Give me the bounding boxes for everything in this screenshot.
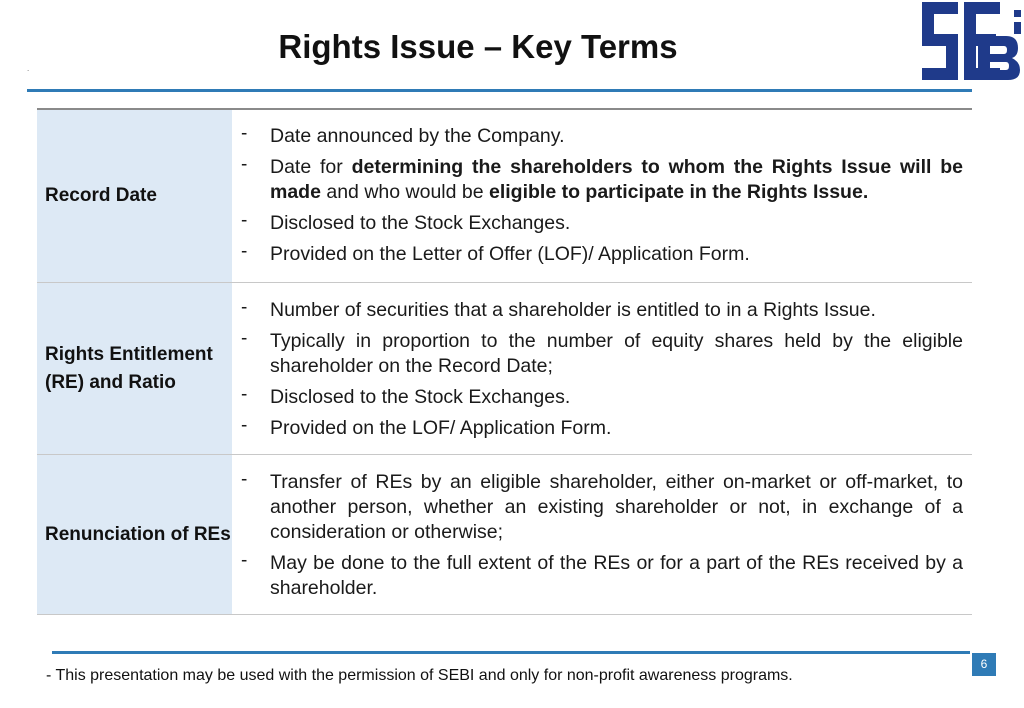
- description-cell: [232, 455, 972, 614]
- bullet-list: [232, 470, 963, 601]
- header-rule: [27, 89, 972, 92]
- list-item: [232, 329, 963, 379]
- list-item: [232, 298, 963, 323]
- term-label: Renunciation of REs: [45, 523, 231, 545]
- text: Date for: [270, 156, 352, 178]
- table-row: [37, 110, 972, 283]
- description-cell: [232, 283, 972, 454]
- page-title: Rights Issue – Key Terms: [278, 28, 678, 65]
- term-cell: [37, 110, 232, 282]
- footer-rule: [52, 651, 970, 654]
- sebi-logo: [918, 0, 1022, 84]
- page-number-badge: 6: [972, 653, 996, 676]
- table-row: [37, 283, 972, 455]
- bullet-list: [232, 298, 963, 441]
- table-row: [37, 455, 972, 615]
- text: Provided on the LOF/ Application Form.: [270, 417, 612, 439]
- list-item: [232, 470, 963, 545]
- stray-dot: .: [27, 64, 30, 73]
- text: Provided on the Letter of Offer (LOF)/ Application Form.: [270, 243, 750, 265]
- list-item: [232, 155, 963, 205]
- text: Date announced by the Company.: [270, 125, 565, 147]
- description-cell: [232, 110, 972, 282]
- term-cell: [37, 455, 232, 614]
- text: Typically in proportion to the number of equity shares held by the eligible shareholder on the Record Date;: [270, 330, 963, 377]
- list-item: [232, 416, 963, 441]
- text: Number of securities that a shareholder is entitled to in a Rights Issue.: [270, 299, 876, 321]
- list-item: [232, 124, 963, 149]
- bold-text: eligible to participate in the Rights Issue.: [489, 181, 869, 203]
- list-item: [232, 385, 963, 410]
- text: and who would be: [320, 181, 489, 203]
- text: May be done to the full extent of the REs or for a part of the REs received by a shareholder.: [270, 552, 963, 599]
- text: Disclosed to the Stock Exchanges.: [270, 212, 571, 234]
- term-cell: [37, 283, 232, 454]
- text: Disclosed to the Stock Exchanges.: [270, 386, 571, 408]
- list-item: [232, 211, 963, 236]
- text: Transfer of REs by an eligible shareholder, either on-market or off-market, to another person, whether an existing shareholder or not, in exchange of a consideration or otherwise;: [270, 471, 963, 543]
- bullet-list: [232, 124, 963, 267]
- list-item: [232, 551, 963, 601]
- footer-note: - This presentation may be used with the permission of SEBI and only for non-profit awareness programs.: [46, 667, 793, 684]
- list-item: [232, 242, 963, 267]
- term-label: Rights Entitlement (RE) and Ratio: [45, 343, 213, 393]
- term-label: Record Date: [45, 185, 157, 206]
- bold-text: determining the shareholders to whom the Rights Issue will be made: [270, 156, 963, 203]
- key-terms-table: [37, 108, 972, 615]
